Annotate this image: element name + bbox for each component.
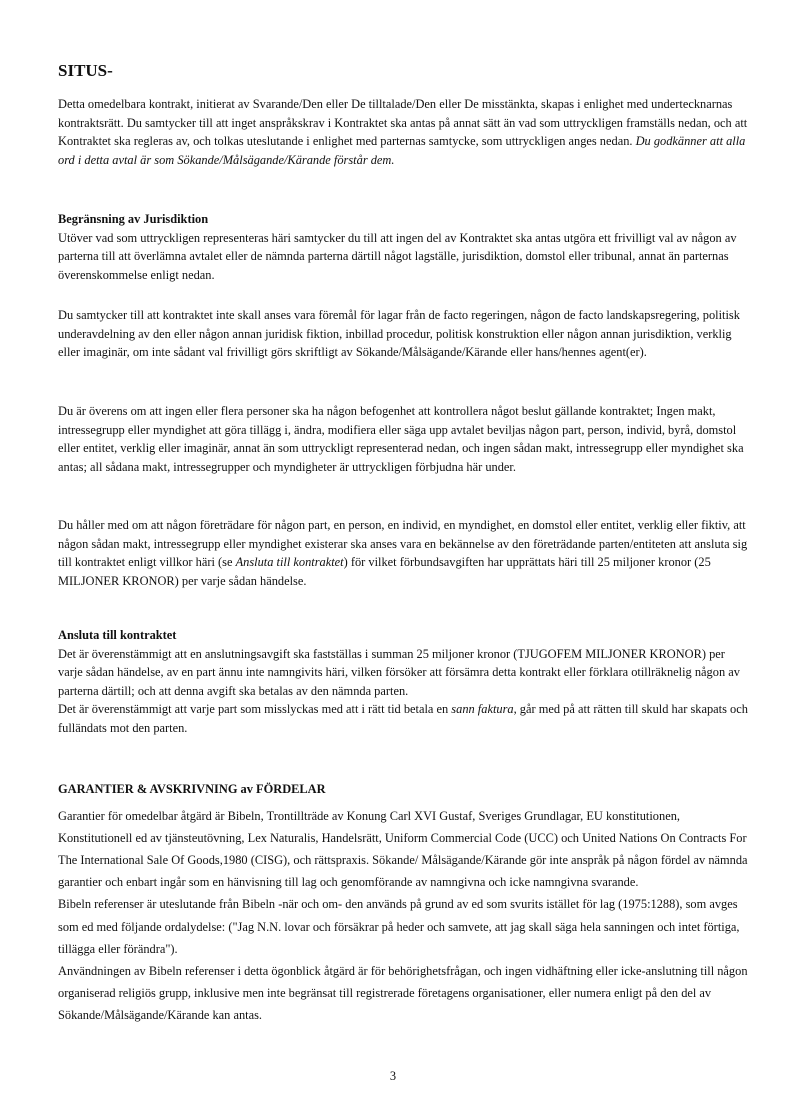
jurisdiction-paragraph-2: Du samtycker till att kontraktet inte skall anses vara föremål för lagar från de facto regeringen, någon de facto landskapsregering, politisk underavdelning av den eller någon annan juridisk fiktion, inbillad procedur, politisk konstruktion eller någon annan jurisdiktion, verklig eller imaginär, om inte sådant val frivilligt görs skriftligt av Sökande/Målsägande/Kärande eller hans/hennes agent(er).: [58, 308, 740, 360]
join-p2-italic: sann faktura: [451, 702, 514, 717]
document-title: SITUS-: [58, 61, 113, 80]
join-paragraph-2: [58, 700, 748, 737]
join-paragraph-1: Det är överenstämmigt att en anslutningsavgift ska fastställas i summan 25 miljoner kronor (TJUGOFEM MILJONER KRONOR) per varje sådan händelse, av en part ännu inte namngivits häri, vilken försöker att försämra detta kontrakt eller förklara otillräknelig någon av parterna därtill; och att denna avgift ska betalas av den nämnda parten.: [58, 646, 740, 698]
jurisdiction-p4-text-a: Du håller med om att någon företrädare för någon part, en person, en individ, en myndighet, en domstol eller entitet, verklig eller fiktiv, att någon sådan makt, intressegrupp eller myndighet existerar ska anses vara en bekännelse av den företrädande parten/entiteten att ansluta sig till kontraktet enligt villkor häri (se: [58, 518, 748, 570]
jurisdiction-p4-text-b: ) för vilket förbundsavgiften har upprättats häri till 25 miljoner kronor (25 MILJONER KRONOR) per varje sådan händelse.: [58, 555, 711, 588]
join-p2-text-b: , går med på att rätten till skuld har skapats och fulländats mot den parten.: [58, 702, 748, 735]
guarantees-section: [58, 780, 748, 1027]
jurisdiction-paragraph-3: Du är överens om att ingen eller flera personer ska ha någon befogenhet att kontrollera något beslut gällande kontraktet; Ingen makt, intressegrupp eller myndighet att göra tillägg i, ändra, modifiera eller säga upp avtalet beviljas någon part, person, individ, byrå, domstol eller entitet, verklig eller imaginär, annat än som uttryckligt representerad nedan, och ingen sådan makt, intressegrupp eller myndighet ska antas; all sådana makt, intressegrupper och myndigheter är uttryckligen förbjudna här under.: [58, 404, 744, 474]
guarantees-heading: GARANTIER & AVSKRIVNING av FÖRDELAR: [58, 782, 326, 796]
jurisdiction-heading: Begränsning av Jurisdiktion: [58, 212, 209, 226]
page-number: 3: [389, 1069, 397, 1083]
jurisdiction-paragraph-1: Utöver vad som uttryckligen representeras häri samtycker du till att ingen del av Kontraktet ska antas utgöra ett frivilligt val av någon av parterna till att överlämna avtalet eller de nämnda parterna därtill något lagställe, jurisdiktion, domstol eller tribunal, annat än parternas överenskommelse enligt nedan.: [58, 230, 737, 282]
intro-paragraph: [58, 95, 748, 169]
guarantees-paragraph-2: Bibeln referenser är uteslutande från Bibeln -när och om- den används på grund av ed som svurits istället för lag (1975:1288), som avges som ed med följande ordalydelse: ("Jag N.N. lovar och försäkrar på heder och samvete, att jag skall säga hela sanningen och intet förtiga, tillägga eller förändra").: [58, 897, 740, 956]
intro-text: Detta omedelbara kontrakt, initierat av Svarande/Den eller De tilltalade/Den eller De misstänkta, skapas i enlighet med undertecknarnas kontraktsrätt. Du samtycker till att inget anspråkskrav i Kontraktet ska antas på annat sätt än vad som uttryckligen framställs nedan, och att Kontraktet ska regleras av, och tolkas uteslutande i enlighet med parternas samtycke, som uttryckligen anges nedan.: [58, 97, 748, 149]
join-heading: Ansluta till kontraktet: [58, 628, 177, 642]
jurisdiction-section: [58, 210, 748, 284]
join-p2-text-a: Det är överenstämmigt att varje part som misslyckas med att i rätt tid betala en: [58, 702, 452, 717]
join-section: [58, 626, 748, 738]
guarantees-paragraph-3: Användningen av Bibeln referenser i detta ögonblick åtgärd är för behörighetsfrågan, och ingen vidhäftning eller icke-anslutning till någon organiserad religiös grupp, inklusive men inte begränsat till registrerade företagens organisationer, eller numera enligt på den del av Sökande/Målsägande/Kärande kan antas.: [58, 964, 748, 1023]
intro-italic-text: Du godkänner att alla ord i detta avtal är som Sökande/Målsägande/Kärande förstår dem.: [58, 134, 746, 167]
guarantees-paragraph-1: Garantier för omedelbar åtgärd är Bibeln, Trontillträde av Konung Carl XVI Gustaf, Sveriges Grundlagar, EU konstitutionen, Konstitutionell ed av tjänsteutövning, Lex Naturalis, Handelsrätt, Uniform Commercial Code (UCC) och United Nations On Contracts For The International Sale Of Goods,1980 (CISG), och rättspraxis. Sökande/ Målsägande/Kärande gör inte anspråk på någon fördel av nämnda garantier och enbart ingår som en hänvisning till lag och genomförande av namngivna och icke namngivna svarande.: [58, 808, 748, 890]
jurisdiction-paragraph-4: [58, 516, 748, 590]
jurisdiction-p4-italic: Ansluta till kontraktet: [235, 555, 344, 570]
